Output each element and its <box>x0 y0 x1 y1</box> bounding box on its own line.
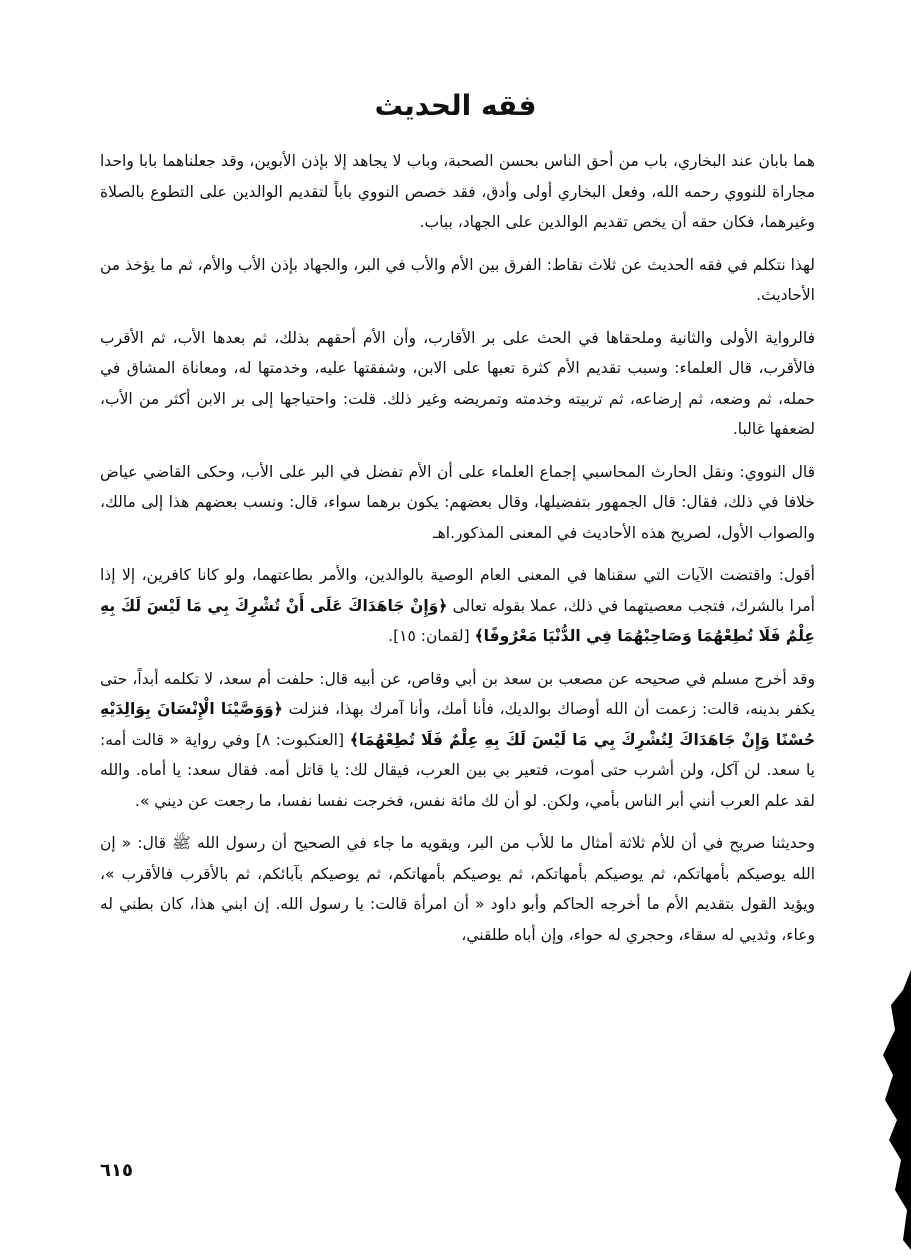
verse-reference: [لقمان: ١٥]. <box>388 627 470 645</box>
paragraph <box>100 323 815 445</box>
paragraph-text: فالرواية الأولى والثانية وملحقاها في الحث على بر الأقارب، وأن الأم أحقهم بذلك، ثم بعدها الأب، ثم الأقرب فالأقرب، قال العلماء: وسبب تقديم الأم كثرة تعبها على الابن، وشفقتها عليه، وخدمتها له، ومعاناة المشاق في حمله، ثم وضعه، ثم إرضاعه، ثم تربيته وخدمته وتمريضه وغير ذلك. قلت: واحتياجها إلى بر الابن أكثر من الأب، لضعفها غالبا. <box>100 328 815 438</box>
paragraph-text: لهذا نتكلم في فقه الحديث عن ثلاث نقاط: الفرق بين الأم والأب في البر، والجهاد بإذن الأب والأم، ثم ما يؤخذ من الأحاديث. <box>100 255 815 304</box>
paragraph <box>100 664 815 817</box>
paragraph-text: أقول: واقتضت الآيات التي سقناها في المعنى العام الوصية بالوالدين، والأمر بطاعتهما، ولو كانا كافرين، إلا إذا أمرا بالشرك، فتجب معصيتهما في ذلك، عملا بقوله تعالى <box>100 566 815 615</box>
paragraph-text: هما بابان عند البخاري، باب من أحق الناس بحسن الصحبة، وباب لا يجاهد إلا بإذن الأبوين، وقد جعلناهما بابا واحدا مجاراة للنووي رحمه الله، وفعل البخاري أولى وأدق، فقد خصص النووي باباً لتقديم الوالدين على التطوع بالصلاة وغيرهما، فكان حقه أن يخص تقديم الوالدين على الجهاد، بباب. <box>100 152 815 231</box>
page-number: ٦١٥ <box>100 1160 133 1181</box>
quran-verse: ﴿وَوَصَّيْنَا الْإِنْسَانَ بِوَالِدَيْهِ حُسْنًا وَإِنْ جَاهَدَاكَ لِتُشْرِكَ بِي مَا لَيْسَ لَكَ بِهِ عِلْمٌ فَلَا تُطِعْهُمَا﴾ <box>100 700 815 749</box>
scan-shadow-edge <box>881 970 911 1250</box>
body-text <box>100 146 815 962</box>
paragraph-text: قال النووي: ونقل الحارث المحاسبي إجماع العلماء على أن الأم تفضل في البر على الأب، وحكى القاضي عياض خلافا في ذلك، فقال: قال الجمهور بتفضيلها، وقال بعضهم: يكون برهما سواء، قال: ونسب بعضهم هذا إلى مالك، والصواب الأول، لصريح هذه الأحاديث في المعنى المذكور.اهـ <box>100 462 815 542</box>
paragraph <box>100 560 815 652</box>
paragraph <box>100 457 815 549</box>
paragraph-text: وحديثنا صريح في أن للأم ثلاثة أمثال ما للأب من البر، ويقويه ما جاء في الصحيح أن رسول الله ﷺ قال: « إن الله يوصيكم بأمهاتكم، ثم يوصيكم بأمهاتكم، ثم يوصيكم بأمهاتكم، ثم يوصيكم بآبائكم، ثم بالأقرب فالأقرب »، ويؤيد القول بتقديم الأم ما أخرجه الحاكم وأبو داود « أن امرأة قالت: يا رسول الله. إن ابني هذا، كان بطني له وعاء، وثديي له سقاء، وحجري له حواء، وإن أباه طلقني، <box>100 834 815 944</box>
paragraph-text: وقد أخرج مسلم في صحيحه عن مصعب بن سعد بن أبي وقاص، عن أبيه قال: حلفت أم سعد، لا تكلمه أبداً، حتى يكفر بدينه، قالت: زعمت أن الله أوصاك بوالديك، فأنا أمك، وأنا آمرك بهذا، فنزلت <box>100 669 816 718</box>
quran-verse: ﴿وَإِنْ جَاهَدَاكَ عَلَى أَنْ تُشْرِكَ بِي مَا لَيْسَ لَكَ بِهِ عِلْمٌ فَلَا تُطِعْهُمَا وَصَاحِبْهُمَا فِي الدُّنْيَا مَعْرُوفًا﴾ <box>100 596 815 645</box>
paragraph-continuation: [العنكبوت: ٨] وفي رواية « قالت أمه: يا سعد. لن آكل، ولن أشرب حتى أموت، فتعير بي بين العرب، فيقال لك: يا قاتل أمه. فقال سعد: يا أماه. والله لقد علم العرب أنني أبر الناس بأمي، ولكن. لو أن لك مائة نفس، فخرجت نفسا نفسا، ما رجعت عن ديني ». <box>100 730 815 810</box>
paragraph <box>100 146 815 238</box>
section-title: فقه الحديث <box>374 89 537 122</box>
paragraph <box>100 250 815 311</box>
paragraph <box>100 828 815 950</box>
